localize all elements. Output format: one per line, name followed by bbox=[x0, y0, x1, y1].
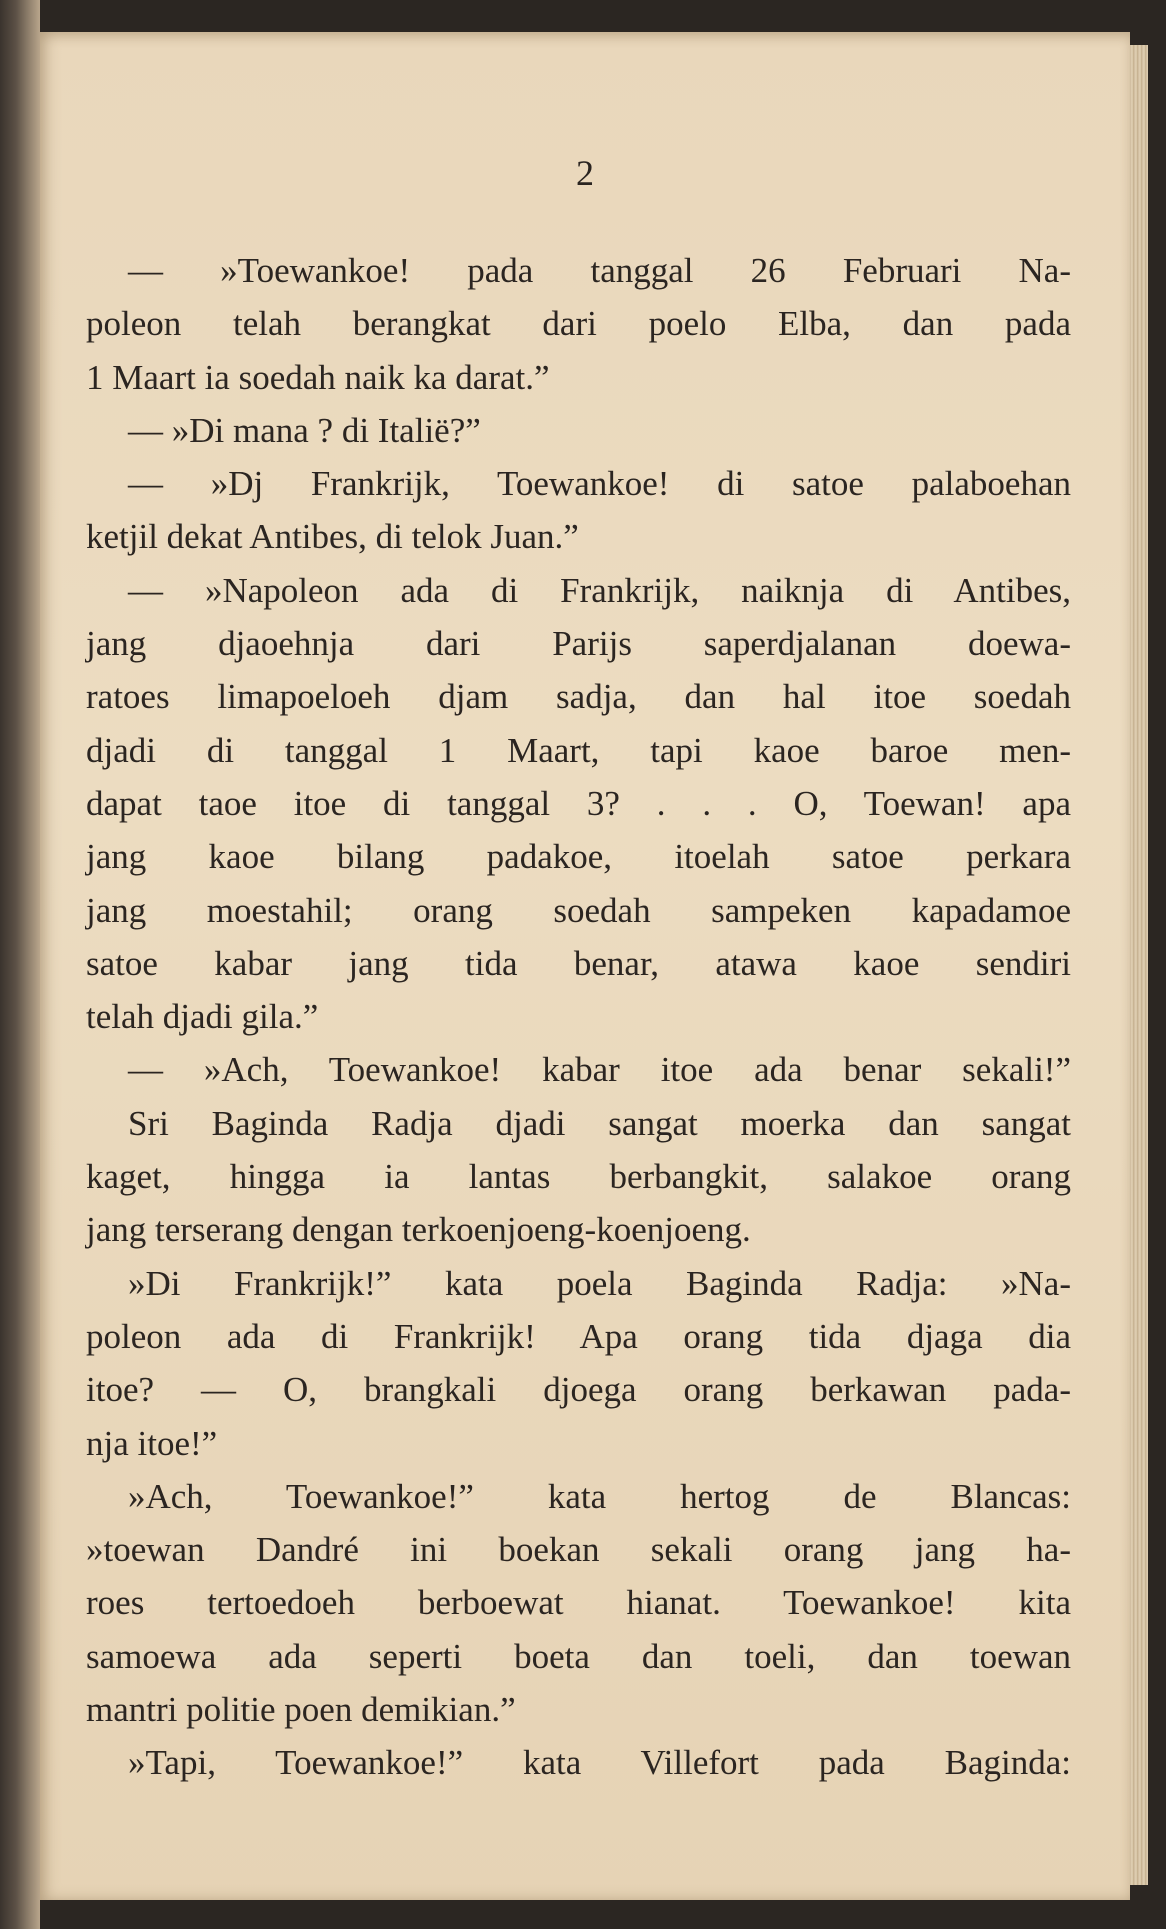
text-line: »Di Frankrijk!” kata poela Baginda Radja: »Na- bbox=[128, 1263, 1071, 1303]
text-line: poleon ada di Frankrijk! Apa orang tida djaga dia bbox=[86, 1316, 1071, 1356]
text-line: satoe kabar jang tida benar, atawa kaoe sendiri bbox=[86, 943, 1071, 983]
text-line: — »Di mana ? di Italië?” bbox=[128, 410, 481, 450]
text-line: »Ach, Toewankoe!” kata hertog de Blancas: bbox=[128, 1476, 1071, 1516]
book-page bbox=[40, 32, 1130, 1900]
text-line: jang terserang dengan terkoenjoeng-koenjoeng. bbox=[86, 1210, 751, 1250]
text-line: »toewan Dandré ini boekan sekali orang jang ha- bbox=[86, 1530, 1071, 1570]
text-line: 1 Maart ia soedah naik ka darat.” bbox=[86, 357, 550, 397]
text-line: nja itoe!” bbox=[86, 1423, 218, 1463]
text-line: — »Napoleon ada di Frankrijk, naiknja di Antibes, bbox=[128, 570, 1071, 610]
text-line: — »Ach, Toewankoe! kabar itoe ada benar sekali!” bbox=[128, 1050, 1071, 1090]
text-line: roes tertoedoeh berboewat hianat. Toewankoe! kita bbox=[86, 1583, 1071, 1623]
text-line: Sri Baginda Radja djadi sangat moerka dan sangat bbox=[128, 1103, 1071, 1143]
text-line: telah djadi gila.” bbox=[86, 997, 319, 1037]
text-line: jang moestahil; orang soedah sampeken kapadamoe bbox=[86, 890, 1071, 930]
text-line: jang djaoehnja dari Parijs saperdjalanan doewa- bbox=[86, 624, 1071, 664]
text-line: dapat taoe itoe di tanggal 3? . . . O, Toewan! apa bbox=[86, 783, 1071, 823]
text-line: samoewa ada seperti boeta dan toeli, dan toewan bbox=[86, 1636, 1071, 1676]
text-line: poleon telah berangkat dari poelo Elba, dan pada bbox=[86, 304, 1071, 344]
text-line: djadi di tanggal 1 Maart, tapi kaoe baroe men- bbox=[86, 730, 1071, 770]
text-line: ketjil dekat Antibes, di telok Juan.” bbox=[86, 517, 579, 557]
text-line: — »Toewankoe! pada tanggal 26 Februari Na- bbox=[128, 251, 1071, 290]
book-binding bbox=[0, 0, 40, 1929]
text-line: ratoes limapoeloeh djam sadja, dan hal itoe soedah bbox=[86, 677, 1071, 717]
text-line: »Tapi, Toewankoe!” kata Villefort pada Baginda: bbox=[128, 1743, 1071, 1783]
text-line: itoe? — O, brangkali djoega orang berkawan pada- bbox=[86, 1370, 1071, 1410]
text-line: — »Dj Frankrijk, Toewankoe! di satoe palaboehan bbox=[128, 464, 1071, 504]
page-number: 2 bbox=[576, 153, 594, 193]
text-line: mantri politie poen demikian.” bbox=[86, 1690, 516, 1730]
page-text bbox=[86, 244, 1071, 1790]
text-line: jang kaoe bilang padakoe, itoelah satoe perkara bbox=[86, 837, 1071, 877]
text-line: kaget, hingga ia lantas berbangkit, salakoe orang bbox=[86, 1157, 1071, 1197]
